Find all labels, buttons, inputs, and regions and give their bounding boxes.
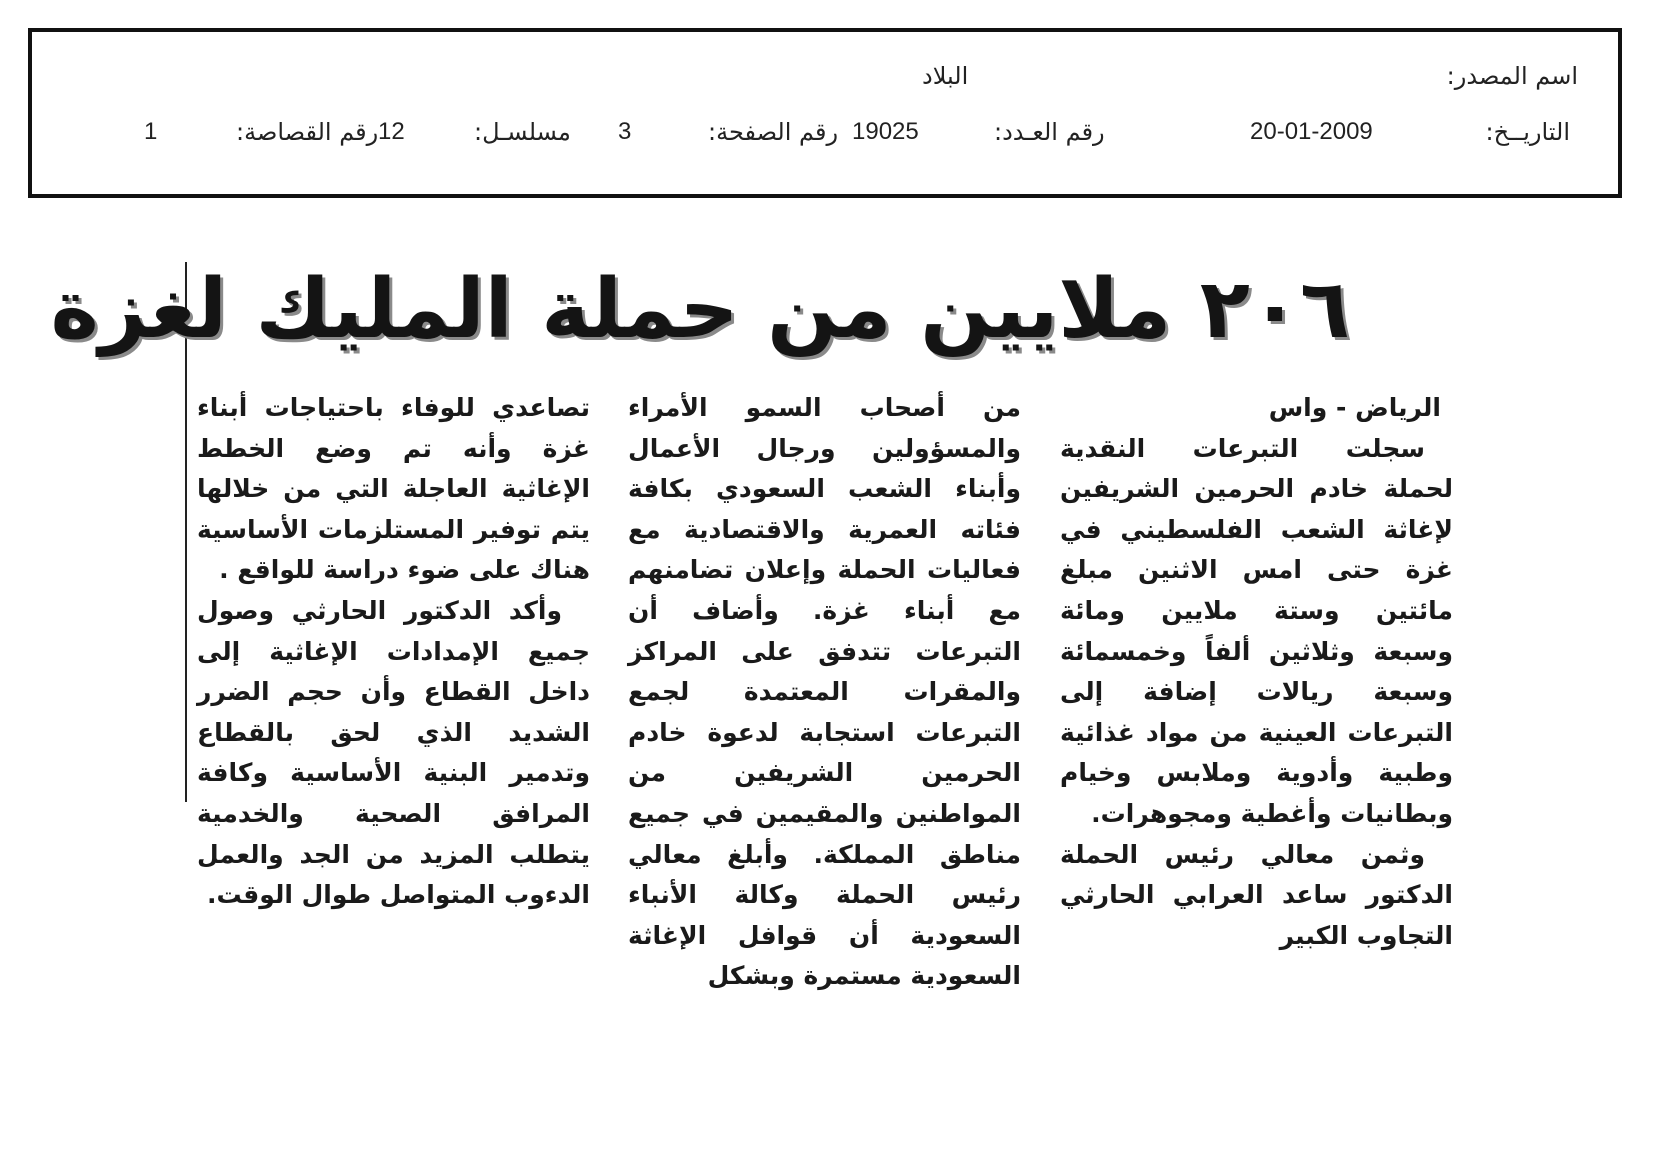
article-paragraph: سجلت التبرعات النقدية لحملة خادم الحرمين الشريفين لإغاثة الشعب الفلسطيني في غزة حتى امس الاثنين مبلغ مائتين وستة ملايين ومائة وسبعة وثلاثين ألفاً وخمسمائة وسبعة ريالات إضافة إلى التبرعات العينية من مواد غذائية وطبية وأدوية وملابس وخيام وبطانيات وأغطية ومجوهرات. <box>1060 433 1453 828</box>
article-column-2 <box>628 388 1021 997</box>
article-column-1 <box>1060 388 1453 956</box>
article-headline: ٢٠٦ ملايين من حملة المليك لغزة <box>50 262 1350 357</box>
article-column-3 <box>197 388 590 916</box>
clipping-metadata-box <box>28 28 1622 198</box>
article-paragraph: وأكد الدكتور الحارثي وصول جميع الإمدادات الإغاثية إلى داخل القطاع وأن حجم الضرر الشديد الذي لحق بالقطاع وتدمير البنية الأساسية وكافة المرافق الصحية والخدمية يتطلب المزيد من الجد والعمل الدءوب المتواصل طوال الوقت. <box>197 595 590 910</box>
serial-label: مسلسـل: <box>474 118 571 146</box>
article-paragraph: تصاعدي للوفاء باحتياجات أبناء غزة وأنه تم وضع الخطط الإغاثية العاجلة التي من خلالها يتم توفير المستلزمات الأساسية هناك على ضوء دراسة للواقع . <box>197 393 590 585</box>
page-value: 3 <box>618 118 632 145</box>
clip-value: 1 <box>144 118 158 145</box>
article-paragraph: من أصحاب السمو الأمراء والمسؤولين ورجال الأعمال وأبناء الشعب السعودي بكافة فئاته العمرية والاقتصادية مع فعاليات الحملة وإعلان تضامنهم مع أبناء غزة. وأضاف أن التبرعات تتدفق على المراكز والمقرات المعتمدة لجمع التبرعات استجابة لدعوة خادم الحرمين الشريفين من المواطنين والمقيمين في جميع مناطق المملكة. وأبلغ معالي رئيس الحملة وكالة الأنباء السعودية أن قوافل الإغاثة السعودية مستمرة وبشكل <box>628 393 1021 991</box>
date-value: 20-01-2009 <box>1250 118 1373 145</box>
page-label: رقم الصفحة: <box>708 118 839 146</box>
source-label: اسم المصدر: <box>1446 62 1578 90</box>
article-dateline: الرياض - واس <box>1268 393 1441 422</box>
serial-value: 12 <box>378 118 405 145</box>
article-paragraph: وثمن معالي رئيس الحملة الدكتور ساعد العرابي الحارثي التجاوب الكبير <box>1060 839 1453 950</box>
source-value: البلاد <box>922 62 969 90</box>
clip-label: رقم القصاصة: <box>236 118 379 146</box>
issue-label: رقم العـدد: <box>994 118 1105 146</box>
date-label: التاريــخ: <box>1485 118 1570 146</box>
issue-value: 19025 <box>852 118 919 145</box>
